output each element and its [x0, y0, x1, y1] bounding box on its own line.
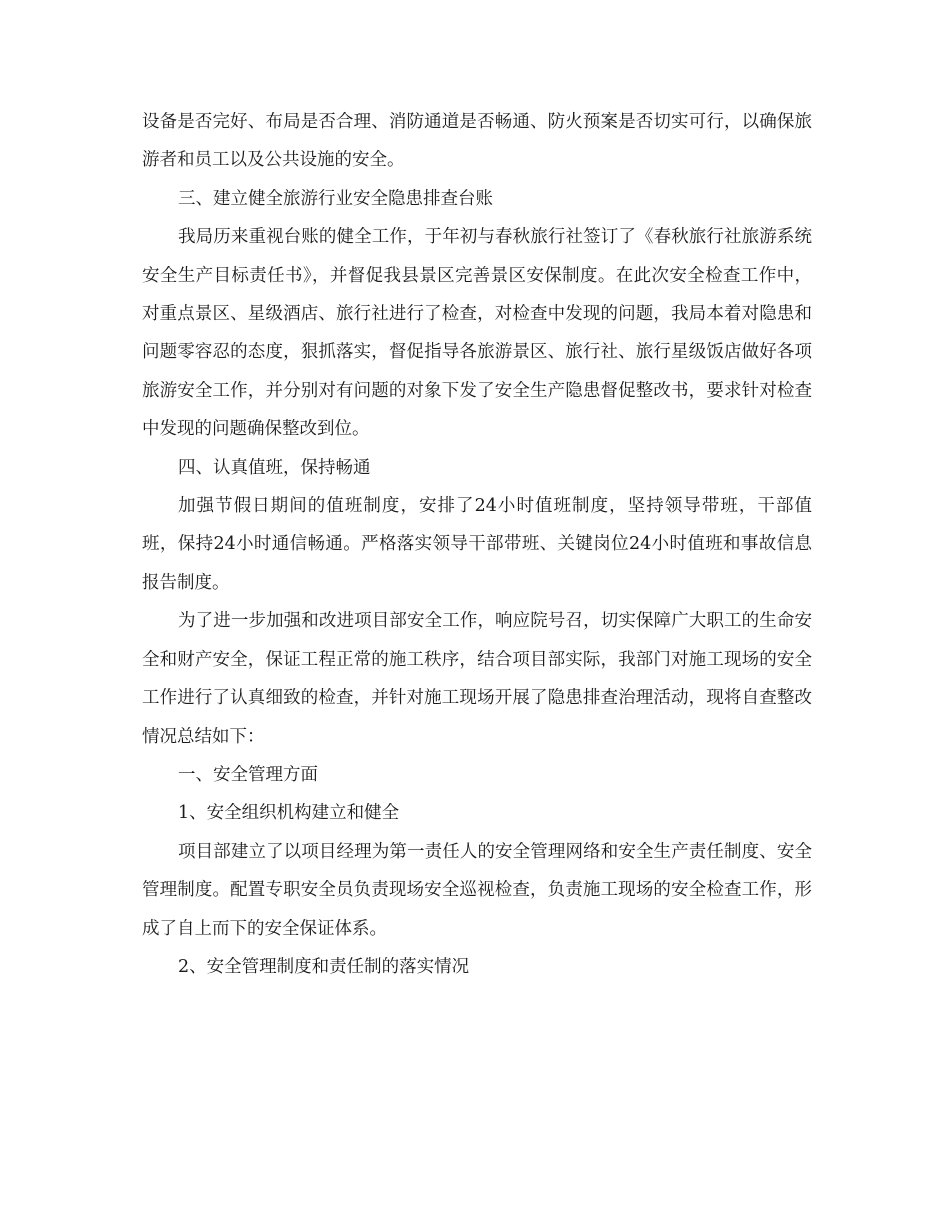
paragraph-ledger-work: 我局历来重视台账的健全工作，于年初与春秋旅行社签订了《春秋旅行社旅游系统安全生产目标责任书》，并督促我县景区完善景区安保制度。在此次安全检查工作中，对重点景区、星级酒店、旅行社进行了检查，对检查中发现的问题，我局本着对隐患和问题零容忍的态度，狠抓落实，督促指导各旅游景区、旅行社、旅行星级饭店做好各项旅游安全工作，并分别对有问题的对象下发了安全生产隐患督促整改书，要求针对检查中发现的问题确保整改到位。 — [142, 227, 812, 440]
heading-section-four: 四、认真值班，保持畅通 — [178, 457, 371, 478]
subheading-organization: 1、安全组织机构建立和健全 — [178, 803, 400, 824]
paragraph-project-intro: 为了进一步加强和改进项目部安全工作，响应院号召，切实保障广大职工的生命安全和财产安全，保证工程正常的施工秩序，结合项目部实际，我部门对施工现场的安全工作进行了认真细致的检查，并针对施工现场开展了隐患排查治理活动，现将自查整改情况总结如下： — [142, 611, 812, 747]
paragraph-organization: 项目部建立了以项目经理为第一责任人的安全管理网络和安全生产责任制度、安全管理制度。配置专职安全员负责现场安全巡视检查，负责施工现场的安全检查工作，形成了自上而下的安全保证体系。 — [142, 841, 812, 939]
paragraph-duty-system: 加强节假日期间的值班制度，安排了24小时值班制度，坚持领导带班，干部值班，保持24小时通信畅通。严格落实领导干部带班、关键岗位24小时值班和事故信息报告制度。 — [142, 496, 812, 593]
document-page — [142, 103, 812, 986]
heading-safety-management: 一、安全管理方面 — [178, 764, 318, 785]
paragraph-fire-safety-continuation: 设备是否完好、布局是否合理、消防通道是否畅通、防火预案是否切实可行，以确保旅游者和员工以及公共设施的安全。 — [142, 112, 812, 171]
heading-section-three: 三、建立健全旅游行业安全隐患排查台账 — [178, 188, 493, 209]
subheading-implementation: 2、安全管理制度和责任制的落实情况 — [178, 956, 470, 977]
